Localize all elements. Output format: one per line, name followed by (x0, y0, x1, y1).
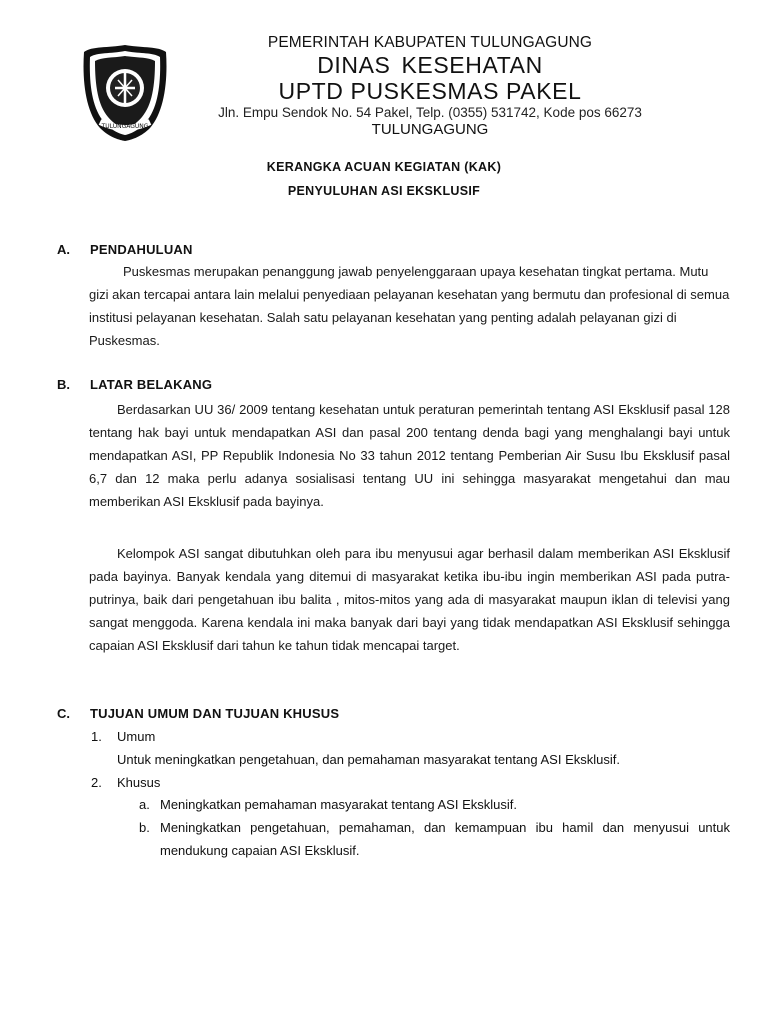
emblem-text: TULUNGAGUNG (101, 123, 149, 130)
section-b-paragraph-2: Kelompok ASI sangat dibutuhkan oleh para ibu menyusui agar berhasil dalam memberikan ASI Eksklusif pada bayinya. Banyak kendala yang ditemui di masyarakat ketika ibu-ibu ingin memberikan ASI pada putra-putrinya, baik dari pengetahuan ibu balita , mitos-mitos yang ada di masyarakat maupun iklan di televisi yang sangat menggoda. Karena kendala ini maka banyak dari bayi yang tidak mendapatkan ASI Eksklusif sehingga capaian ASI Eksklusif dari tahun ke tahun tidak mencapai target. (89, 546, 730, 653)
letterhead-city: TULUNGAGUNG (371, 121, 489, 138)
letterhead-unit: UPTD PUSKESMAS PAKEL (278, 78, 582, 104)
sub-item-b-text: Meningkatkan pengetahuan, pemahaman, dan kemampuan ibu hamil dan menyusui untuk mendukung capaian ASI Eksklusif. (160, 820, 730, 858)
letterhead-address: Jln. Empu Sendok No. 54 Pakel, Telp. (0355) 531742, Kode pos 66273 (218, 105, 642, 120)
sub-letter-b: b. (139, 820, 150, 835)
section-a-title: PENDAHULUAN (90, 242, 193, 257)
list-label-umum: Umum (117, 729, 156, 744)
section-a-text: Puskesmas merupakan penanggung jawab penyelenggaraan upaya kesehatan tingkat pertama. Mutu gizi akan tercapai antara lain melalui penyediaan pelayanan kesehatan yang bermutu dan profesional di semua institusi pelayanan kesehatan. Salah satu pelayanan kesehatan yang penting adalah pelayanan gizi di Puskesmas. (89, 264, 730, 348)
list-number-2: 2. (91, 775, 102, 790)
section-c-title: TUJUAN UMUM DAN TUJUAN KHUSUS (90, 706, 340, 721)
document-title: KERANGKA ACUAN KEGIATAN (KAK) (266, 160, 502, 174)
section-b-title: LATAR BELAKANG (90, 377, 213, 392)
section-a-letter: A. (57, 242, 70, 257)
list-number-1: 1. (91, 729, 102, 744)
letterhead-department: DINAS KESEHATAN (317, 52, 543, 78)
umum-text: Untuk meningkatkan pengetahuan, dan pemahaman masyarakat tentang ASI Eksklusif. (117, 752, 620, 767)
tulungagung-emblem-icon (80, 42, 170, 142)
section-b-letter: B. (57, 377, 70, 392)
letterhead-government: PEMERINTAH KABUPATEN TULUNGAGUNG (267, 34, 593, 51)
section-c-letter: C. (57, 706, 70, 721)
document-subtitle: PENYULUHAN ASI EKSKLUSIF (287, 184, 481, 198)
sub-item-a-text: Meningkatkan pemahaman masyarakat tentang ASI Eksklusif. (160, 797, 517, 812)
list-label-khusus: Khusus (117, 775, 161, 790)
section-b-paragraph-1: Berdasarkan UU 36/ 2009 tentang kesehatan untuk peraturan pemerintah tentang ASI Eksklusif pasal 128 tentang hak bayi untuk mendapatkan ASI dan pasal 200 tentang denda bagi yang menghalangi bayi untuk mendapatkan ASI, PP Republik Indonesia No 33 tahun 2012 tentang Pemberian Air Susu Ibu Eksklusif pasal 6,7 dan 12 maka perlu adanya sosialisasi tentang UU ini sehingga masyarakat mengetahui dan mau memberikan ASI Eksklusif pada bayinya. (89, 402, 730, 509)
sub-letter-a: a. (139, 797, 150, 812)
